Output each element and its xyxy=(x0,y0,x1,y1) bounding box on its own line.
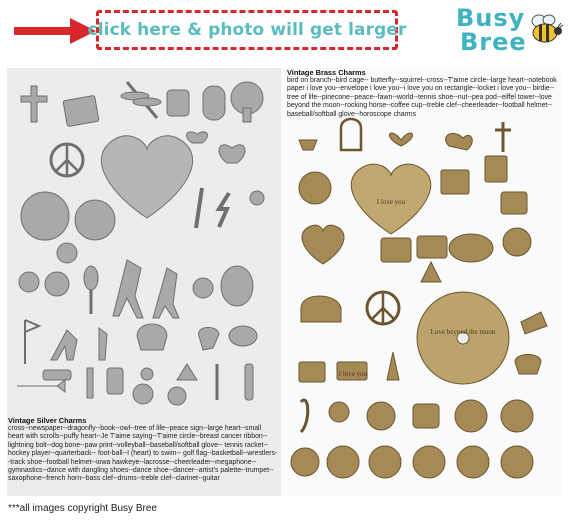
logo-line1: Busy xyxy=(456,4,526,32)
busy-bree-logo xyxy=(456,6,566,64)
brass-heart-tag: I love you xyxy=(376,198,406,206)
header-banner xyxy=(0,0,570,62)
silver-caption xyxy=(8,416,278,484)
silver-list: cross--newspaper--dragonfly--book--owl--tree of life--peace sign--large heart--small heart with scrolls--puffy heart--Je T'aime saying--T'aime circle--breast cancer ribbon--lightning bolt--dog bone--paw print--volleyball--baseball/softball glove-- tennis racket--hockey player--quarterback-- foot-ball--I (heart) to swim-- golf flag--basketball--wrestlers--track shoe--football helmet--iowa hawkeye--lacrosse--cheerleader--megaphone--gymnastics--dance with dangling shoes--dance shoe--dancer--artist's palette--trumpet--saxophone--french horn--bass clef--drums--treble clef--clarinet--guitar xyxy=(8,425,278,483)
brass-rect-tag: I love you xyxy=(338,370,368,378)
charms-photo[interactable] xyxy=(7,68,561,496)
cross-charm xyxy=(21,86,47,122)
logo-line2: Bree xyxy=(460,28,527,56)
brass-moon-tag: Love beyond the moon xyxy=(430,328,496,336)
silver-charms-image xyxy=(7,68,277,408)
brass-list: bird on branch--bird cage-- butterfly--squirrel--cross--T'aime circle--large heart--notebook paper i love you--envelope i love you--i love you on rectangle--locket i love you-- birdie--tree of life--pinecone--peace--fawn--world--tennis shoe--nut--pea pod--eiffel tower--love beyond the moon--rocking horse--coffee cup--treble clef--cheerleader--football helmet--baseball/softball glove--horoscope charms xyxy=(287,77,557,118)
brass-charms-image xyxy=(281,112,561,496)
enlarge-photo-label: click here & photo will get larger xyxy=(87,20,407,40)
arrow-right-icon xyxy=(14,18,96,44)
brass-charms-card xyxy=(281,68,561,496)
brass-title: Vintage Brass Charms xyxy=(287,68,366,77)
silver-title: Vintage Silver Charms xyxy=(8,416,87,425)
bee-icon xyxy=(528,12,564,46)
copyright-notice: ***all images copyright Busy Bree xyxy=(8,503,157,514)
enlarge-photo-link[interactable] xyxy=(87,10,407,50)
